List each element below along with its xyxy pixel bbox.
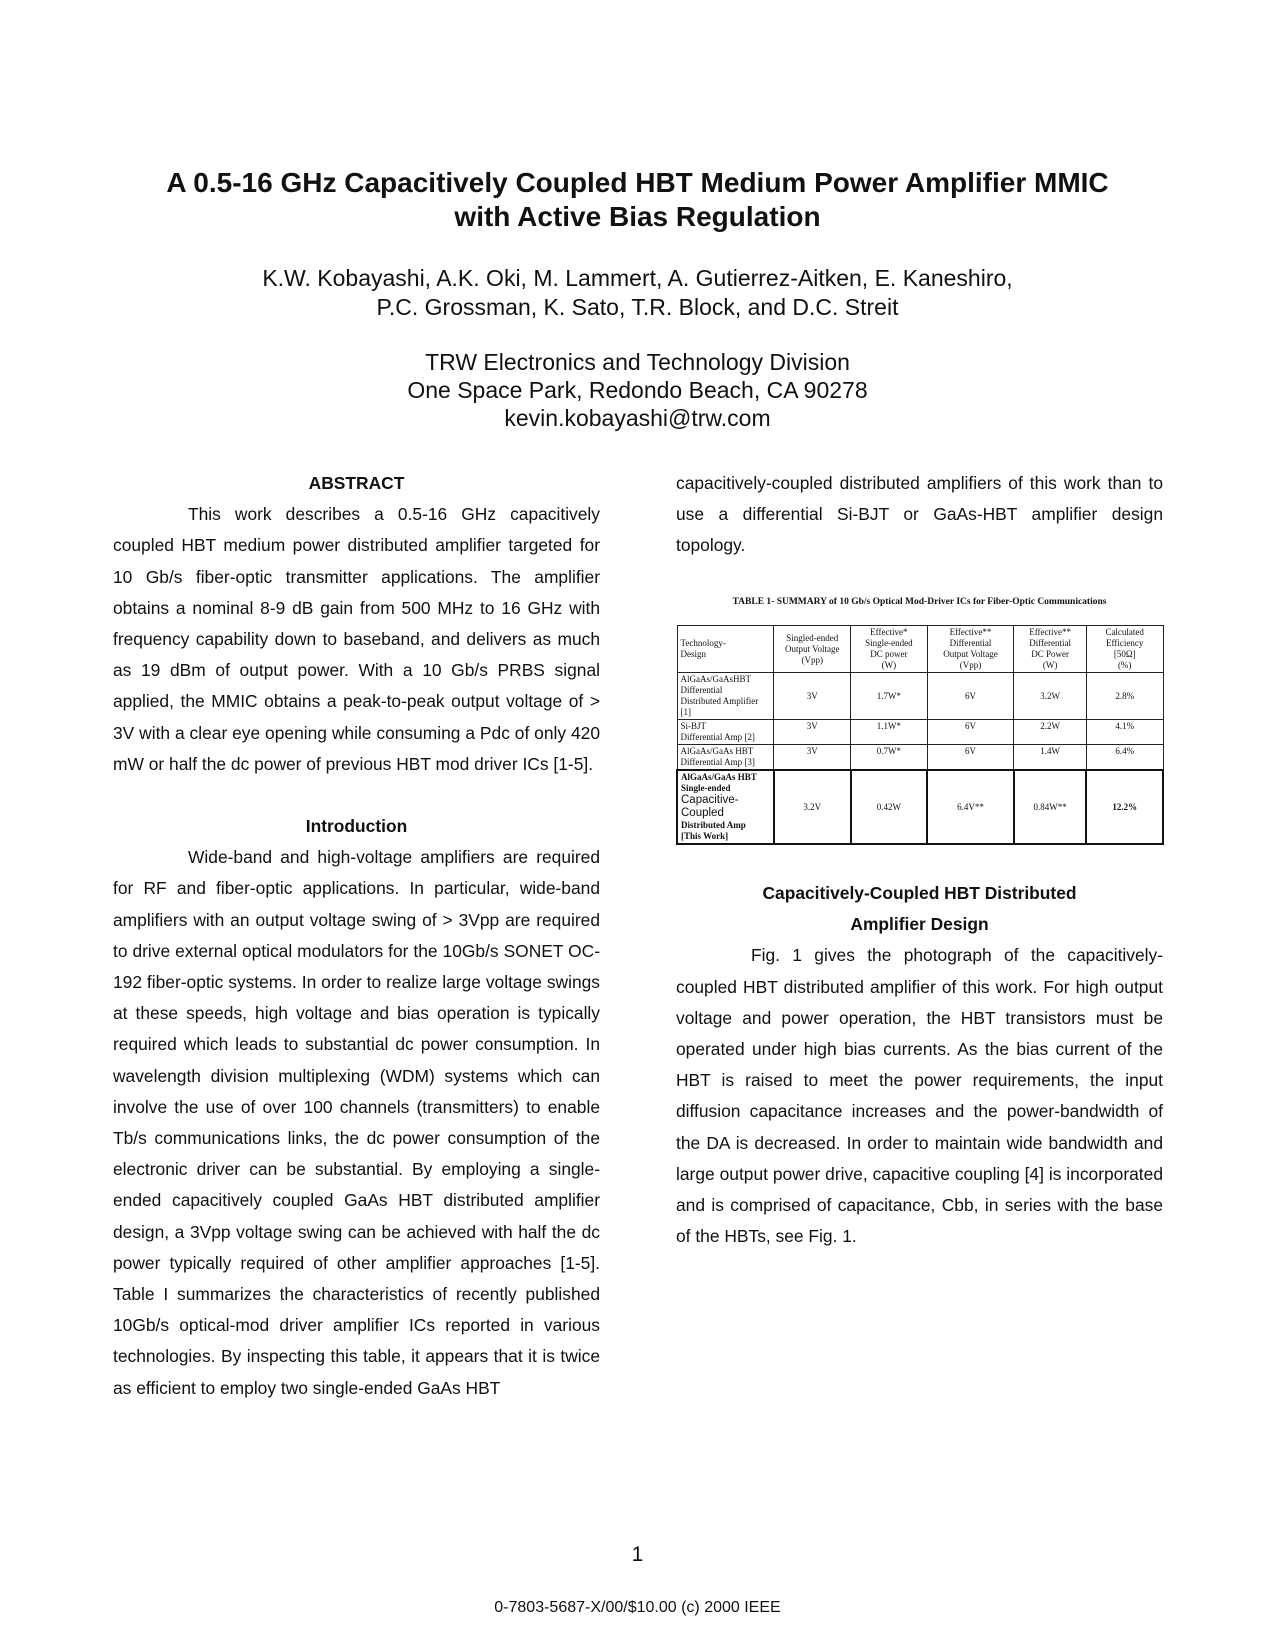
header-efficiency: Calculated Efficiency [50Ω] (%) xyxy=(1086,626,1163,673)
cell-value: 1.7W* xyxy=(851,673,928,720)
header-output-voltage: Singled-ended Output Voltage (Vpp) xyxy=(774,626,851,673)
affiliation-email: kevin.kobayashi@trw.com xyxy=(504,405,771,431)
authors-line-1: K.W. Kobayashi, A.K. Oki, M. Lammert, A. Gutierrez-Aitken, E. Kaneshiro, xyxy=(262,265,1013,291)
cell-value: 6.4% xyxy=(1086,745,1163,771)
authors-line-2: P.C. Grossman, K. Sato, T.R. Block, and D.C. Streit xyxy=(376,294,899,320)
row-tech: Si-BJT Differential Amp [2] xyxy=(677,720,774,745)
title-line-2: with Active Bias Regulation xyxy=(454,201,821,232)
cell-value-efficiency: 12.2% xyxy=(1086,770,1163,844)
header-diff-dc-power: Effective** Differential DC Power (W) xyxy=(1014,626,1086,673)
cell-value: 3V xyxy=(774,673,851,720)
introduction-heading: Introduction xyxy=(305,816,408,837)
cell-value: 6.4V** xyxy=(927,770,1014,844)
row-tech: AlGaAs/GaAsHBT Differential Distributed Amplifier [1] xyxy=(677,673,774,720)
header-diff-output-voltage: Effective** Differential Output Voltage (Vpp) xyxy=(927,626,1014,673)
copyright-footer: 0-7803-5687-X/00/$10.00 (c) 2000 IEEE xyxy=(494,1599,781,1616)
cell-value: 2.8% xyxy=(1086,673,1163,720)
right-column-bottom xyxy=(676,878,1163,1252)
author-list xyxy=(60,264,1215,322)
paper-title xyxy=(60,166,1215,234)
table-caption: TABLE 1- SUMMARY of 10 Gb/s Optical Mod-Driver ICs for Fiber-Optic Communications xyxy=(732,597,1107,607)
header-technology: Technology- Design xyxy=(677,626,774,673)
cell-value: 3.2W xyxy=(1014,673,1086,720)
table-row-this-work xyxy=(677,770,1163,844)
affiliation-block xyxy=(60,348,1215,432)
cell-value: 6V xyxy=(927,745,1014,771)
abstract-paragraph: This work describes a 0.5-16 GHz capacitively coupled HBT medium power distributed amplifier targeted for 10 Gb/s fiber-optic transmitter applications. The amplifier obtains a nominal 8-9 dB gain from 500 MHz to 16 GHz with frequency capability down to baseband, and delivers as much as 19 dBm of output power. With a 10 Gb/s PRBS signal applied, the MMIC obtains a peak-to-peak output voltage of > 3V with a clear eye opening while consuming a Pdc of only 420 mW or half the dc power of previous HBT mod driver ICs [1-5]. xyxy=(113,504,600,774)
table-row xyxy=(677,745,1163,771)
cell-value: 3V xyxy=(774,745,851,771)
cell-value: 6V xyxy=(927,720,1014,745)
design-heading-line-1: Capacitively-Coupled HBT Distributed xyxy=(762,883,1077,903)
cell-value: 1.4W xyxy=(1014,745,1086,771)
introduction-paragraph: Wide-band and high-voltage amplifiers are required for RF and fiber-optic applications. In particular, wide-band amplifiers with an output voltage swing of > 3Vpp are required to drive external optical modulators for the 10Gb/s SONET OC-192 fiber-optic systems. In order to realize large voltage swings at these speeds, high voltage and bias operation is typically required which leads to substantial dc power consumption. In wavelength division multiplexing (WDM) systems which can involve the use of over 100 channels (transmitters) to enable Tb/s communications links, the dc power consumption of the electronic driver can be substantial. By employing a single-ended capacitively coupled GaAs HBT distributed amplifier design, a 3Vpp voltage swing can be achieved with half the dc power typically required of other amplifier approaches [1-5]. Table I summarizes the characteristics of recently published 10Gb/s optical-mod driver amplifier ICs reported in various technologies. By inspecting this table, it appears that it is twice as efficient to employ two single-ended GaAs HBT xyxy=(113,847,600,1398)
cell-value: 0.84W** xyxy=(1014,770,1086,844)
summary-table xyxy=(676,625,1164,845)
table-header-row xyxy=(677,626,1163,673)
affiliation-address: One Space Park, Redondo Beach, CA 90278 xyxy=(407,377,868,403)
table-row xyxy=(677,720,1163,745)
left-column xyxy=(113,468,600,1404)
cell-value: 3V xyxy=(774,720,851,745)
title-line-1: A 0.5-16 GHz Capacitively Coupled HBT Medium Power Amplifier MMIC xyxy=(166,167,1109,198)
page-number: 1 xyxy=(631,1543,644,1566)
affiliation-org: TRW Electronics and Technology Division xyxy=(425,349,850,375)
table-row xyxy=(677,673,1163,720)
cell-value: 3.2V xyxy=(774,770,851,844)
introduction-continued-paragraph: capacitively-coupled distributed amplifiers of this work than to use a differential Si-BJT or GaAs-HBT amplifier design topology. xyxy=(676,473,1163,556)
design-paragraph: Fig. 1 gives the photograph of the capacitively-coupled HBT distributed amplifier of this work. For high output voltage and power operation, the HBT transistors must be operated under high bias currents. As the bias current of the HBT is raised to meet the power requirements, the input diffusion capacitance increases and the power-bandwidth of the DA is decreased. In order to maintain wide bandwidth and large output power drive, capacitive coupling [4] is incorporated and is comprised of capacitance, Cbb, in series with the base of the HBTs, see Fig. 1. xyxy=(676,945,1163,1247)
row-tech-this-work: AlGaAs/GaAs HBT Single-ended Capacitive- Coupled Distributed Amp [This Work] xyxy=(677,770,774,844)
design-heading-line-2: Amplifier Design xyxy=(850,914,989,935)
abstract-heading: ABSTRACT xyxy=(308,473,405,493)
cell-value: 1.1W* xyxy=(851,720,928,745)
cell-value: 6V xyxy=(927,673,1014,720)
cell-value: 0.7W* xyxy=(851,745,928,771)
cell-value: 4.1% xyxy=(1086,720,1163,745)
row-tech: AlGaAs/GaAs HBT Differential Amp [3] xyxy=(677,745,774,771)
header-dc-power: Effective* Single-ended DC power (W) xyxy=(851,626,928,673)
cell-value: 2.2W xyxy=(1014,720,1086,745)
cell-value: 0.42W xyxy=(851,770,928,844)
design-heading xyxy=(676,878,1163,940)
right-column-top xyxy=(676,468,1163,562)
